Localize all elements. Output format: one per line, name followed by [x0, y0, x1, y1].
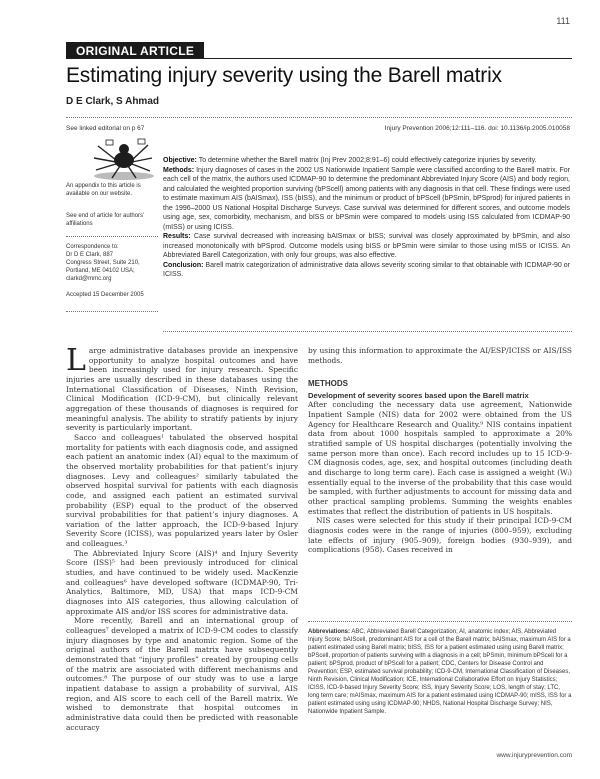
abstract-methods: Methods: Injury diagnoses of cases in the 2002 US Nationwide Inpatient Sample were classified according to the Barell matrix. For each cell of the matrix, the authors used ICDMAP-90 to determine the predominant Abbreviated Injury Score (AIS) and body region, and calculated the weighted proportion surviving (bPScell) among patients with any diagnosis in that cell. These findings were used to estimate maximum AIS (bAISmax), ISS (bISS), and the minimum or product of bPScell (bPSmin, bPSprod) for injured patients in the 1996–2000 US National Hospital Discharge Surveys. Case survival was determined for different scores, and outcome models using age, sex, comorbidity, mechanism, and bISS or bPSmin were compared to models using ISS calculated from ICDMAP-90 (mISS) or using ICISS. [163, 166, 571, 231]
intro-paragraph: Large administrative databases provide an inexpensive opportunity to analyze hospital outcomes and have been increasingly used for injury research. Specific injuries are usually described in these databases using the International Classification of Diseases, Ninth Revision, Clinical Modification (ICD-9-CM), but clinically relevant aggregation of these thousands of diagnoses is required for meaningful analysis. The ability to stratify patients by injury severity is particularly important. [66, 343, 298, 433]
abbreviations-divider [308, 621, 572, 622]
accepted-date: Accepted 15 December 2005 [66, 292, 144, 298]
body-paragraph: More recently, Barell and an international group of colleagues⁷ developed a matrix of ICD-9-CM codes to classify injury diagnoses by type and anatomic region. Some of the original authors of the Barell matrix have subsequently demonstrated that “injury profiles” created by grouping cells of the matrix are associated with different mechanisms and outcomes.⁸ The purpose of our study was to use a large inpatient database to assign a probability of survival, AIS region, and AIS score to each cell of the Barell matrix. We wished to demonstrate that hospital outcomes in administrative data could then be predicted with reasonable accuracy [66, 616, 298, 732]
body-column-left [66, 343, 298, 732]
divider [66, 117, 572, 118]
citation: Injury Prevention 2006;12:111–116. doi: 10.1136/ip.2005.010058 [384, 125, 570, 132]
linked-editorial[interactable]: See linked editorial on p 67 [66, 125, 145, 132]
body-paragraph: by using this information to approximate the AI/ESP/ICISS or AIS/ISS methods. [308, 346, 572, 365]
authors: D E Clark, S Ahmad [66, 96, 159, 107]
abstract-conclusion: Conclusion: Barell matrix categorization of administrative data allows severity scoring similar to that obtainable with ICDMAP-90 or ICISS. [163, 261, 570, 278]
correspondence-block: Correspondence to: Dr D E Clark, 887 Congress Street, Suite 210, Portland, ME 04102 USA; clarkd@mmc.org [66, 244, 140, 282]
body-column-right [308, 346, 572, 555]
journal-logo-illustration [86, 136, 160, 182]
footer-url[interactable]: www.injuryprevention.com [496, 752, 572, 759]
body-paragraph: After concluding the necessary data use agreement, Nationwide Inpatient Sample (NIS) data for 2002 were obtained from the US Agency for Healthcare Research and Quality.⁹ NIS contains inpatient data from about 1000 hospitals sampled to approximate a 20% stratified sample of US hospital discharges (potentially involving the same person more than once). Each record includes up to 15 ICD-9-CM diagnosis codes, age, sex, and hospital outcomes (including death and discharge to long term care). Each case is assigned a weight (Wᵢ) essentially equal to the inverse of the probability that this case would be sampled, with further adjustments to account for missing data and other practical sampling problems. Summing the weights enables estimates that reflect the distribution of patients in US hospitals. [308, 400, 572, 516]
methods-heading: METHODS [308, 379, 348, 389]
abstract [163, 156, 570, 280]
section-label: ORIGINAL ARTICLE [66, 42, 204, 59]
body-paragraph: NIS cases were selected for this study if their principal ICD-9-CM diagnosis codes were in the range of injuries (800–959), excluding late effects of injury (905–909), foreign bodies (930–939), and complications (958). Cases received in [308, 516, 572, 555]
article-title: Estimating injury severity using the Barell matrix [66, 64, 502, 87]
affiliations-note: See end of article for authors’ affiliations [66, 213, 145, 227]
methods-subheading: Development of severity scores based upon the Barell matrix [308, 390, 529, 400]
abbreviations: Abbreviations: ABC, Abbreviated Barell Categorization; AI, anatomic index; AIS, Abbreviated Injury Score; bAIScell, predominant AIS for a cell of the Barell matrix; bAISmax, maximum AIS for a patient estimated using Barell matrix; bISS, ISS for a patient estimated using using Barell matrix; bPScell, proportion of patients surviving with a diagnosis in a cell; bPSmin, minimum bPScell for a patient; bPSprod, product of bPScell for a patient; CDC, Centers for Disease Control and Prevention; ESP, estimated survival probability; ICD-9-CM, International Classification of Diseases, Ninth Revision, Clinical Modification; ICE, International Collaborative Effort on Injury Statistics; ICISS, ICD-9-based Injury Severity Score; ISS, Injury Severity Score; LOS, length of stay; LTC, long term care; mAISmax, maximum AIS for a patient estimated using ICDMAP-90; mISS, ISS for a patient estimated using using ICDMAP-90; NHDS, National Hospital Discharge Survey; NIS, Nationwide Inpatient Sample. [308, 629, 572, 715]
abstract-divider [163, 331, 572, 332]
sidebar-divider [66, 236, 158, 237]
sidebar-divider [66, 311, 158, 312]
header-rule [66, 58, 572, 59]
appendix-note: An appendix to this article is available on our website. [66, 183, 141, 197]
abstract-objective: Objective: To determine whether the Barell matrix (Inj Prev 2002;8:91–6) could effectively categorize injuries by severity. [163, 157, 537, 164]
page-number: 111 [556, 16, 570, 26]
abstract-results: Results: Case survival decreased with increasing bAISmax or bISS; survival was closely approximated by bPSmin, and also increased monotonically with bPSprod. Outcome models using bISS or bPSmin were similar to those using mISS or ICISS. An Abbreviated Barell Categorization, with only four groups, was also effective. [163, 233, 570, 259]
body-paragraph: Sacco and colleagues¹ tabulated the observed hospital mortality for patients with each diagnosis code, and assigned each patient an anatomic index (AI) equal to the maximum of the observed mortality probabilities for that patient’s injury diagnoses. Levy and colleagues² similarly tabulated the observed hospital survival for patients with each diagnosis code, and assigned each patient an estimated survival probability (ESP) equal to the product of the observed survival probabilities for that patient’s injury diagnoses. A variation of the latter approach, the ICD-9-based Injury Severity Score (ICISS), was popularized years later by Osler and colleagues.³ [66, 432, 298, 549]
drop-cap: L [66, 343, 86, 378]
body-paragraph: The Abbreviated Injury Score (AIS)⁴ and Injury Severity Score (ISS)⁵ had been previously introduced for clinical studies, and have continued to be widely used. MacKenzie and colleagues⁶ have developed software (ICDMAP-90, Tri-Analytics, Baltimore, MD, USA) that maps ICD-9-CM diagnoses into AIS categories, thus allowing calculation of approximate AIS and/or ISS scores for administrative data. [66, 548, 298, 616]
